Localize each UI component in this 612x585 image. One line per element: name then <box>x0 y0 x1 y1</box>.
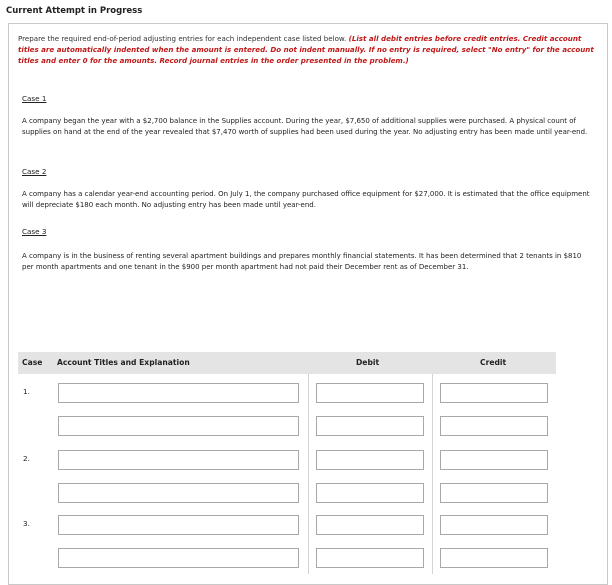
header-account-titles: Account Titles and Explanation <box>57 358 190 367</box>
case-1-text: A company began the year with a $2,700 balance in the Supplies account. During the year, $7,650 of additional supplies were purchased. A physical count of supplies on hand at the end of the year revealed that $7,470 worth of supplies had been used during the year. No adjusting entry has been made until year-end. <box>22 117 588 136</box>
debit-input[interactable] <box>316 450 424 470</box>
instructions-emphasis: (List all debit entries before credit entries. Credit account titles are automatically indented when the amount is entered. Do not indent manually. If no entry is required, select "No entry" for the account titles and enter 0 for the amounts. Record journal entries in the order presented in the problem.) <box>18 34 594 65</box>
credit-input[interactable] <box>440 416 548 436</box>
row-label-case-2: 2. <box>23 454 30 463</box>
header-debit: Debit <box>356 358 380 367</box>
account-title-input[interactable] <box>58 383 299 403</box>
debit-input[interactable] <box>316 383 424 403</box>
debit-input[interactable] <box>316 548 424 568</box>
debit-input[interactable] <box>316 515 424 535</box>
case-3-title: Case 3 <box>22 227 47 236</box>
row-label-case-1: 1. <box>23 387 30 396</box>
case-2-text: A company has a calendar year-end accounting period. On July 1, the company purchased office equipment for $27,000. It is estimated that the office equipment will depreciate $180 each month. No adjusting entry has been made until year-end. <box>22 190 590 209</box>
account-title-input[interactable] <box>58 515 299 535</box>
credit-input[interactable] <box>440 383 548 403</box>
row-label-case-3: 3. <box>23 519 30 528</box>
instructions <box>18 33 603 66</box>
debit-input[interactable] <box>316 483 424 503</box>
case-1-title: Case 1 <box>22 94 47 103</box>
current-attempt-header: Current Attempt in Progress <box>6 6 143 16</box>
case-2-title: Case 2 <box>22 167 47 176</box>
credit-input[interactable] <box>440 515 548 535</box>
debit-input[interactable] <box>316 416 424 436</box>
credit-input[interactable] <box>440 548 548 568</box>
credit-input[interactable] <box>440 483 548 503</box>
journal-table-header <box>18 352 556 374</box>
account-title-input[interactable] <box>58 483 299 503</box>
column-divider <box>308 374 309 574</box>
header-credit: Credit <box>480 358 507 367</box>
column-divider <box>432 374 433 574</box>
account-title-input[interactable] <box>58 548 299 568</box>
account-title-input[interactable] <box>58 416 299 436</box>
case-3-text: A company is in the business of renting several apartment buildings and prepares monthly financial statements. It has been determined that 2 tenants in $810 per month apartments and one tenant in the $900 per month apartment had not paid their December rent as of December 31. <box>22 252 582 271</box>
header-case: Case <box>22 358 43 367</box>
instructions-text: Prepare the required end-of-period adjusting entries for each independent case listed below. <box>18 34 347 43</box>
account-title-input[interactable] <box>58 450 299 470</box>
credit-input[interactable] <box>440 450 548 470</box>
